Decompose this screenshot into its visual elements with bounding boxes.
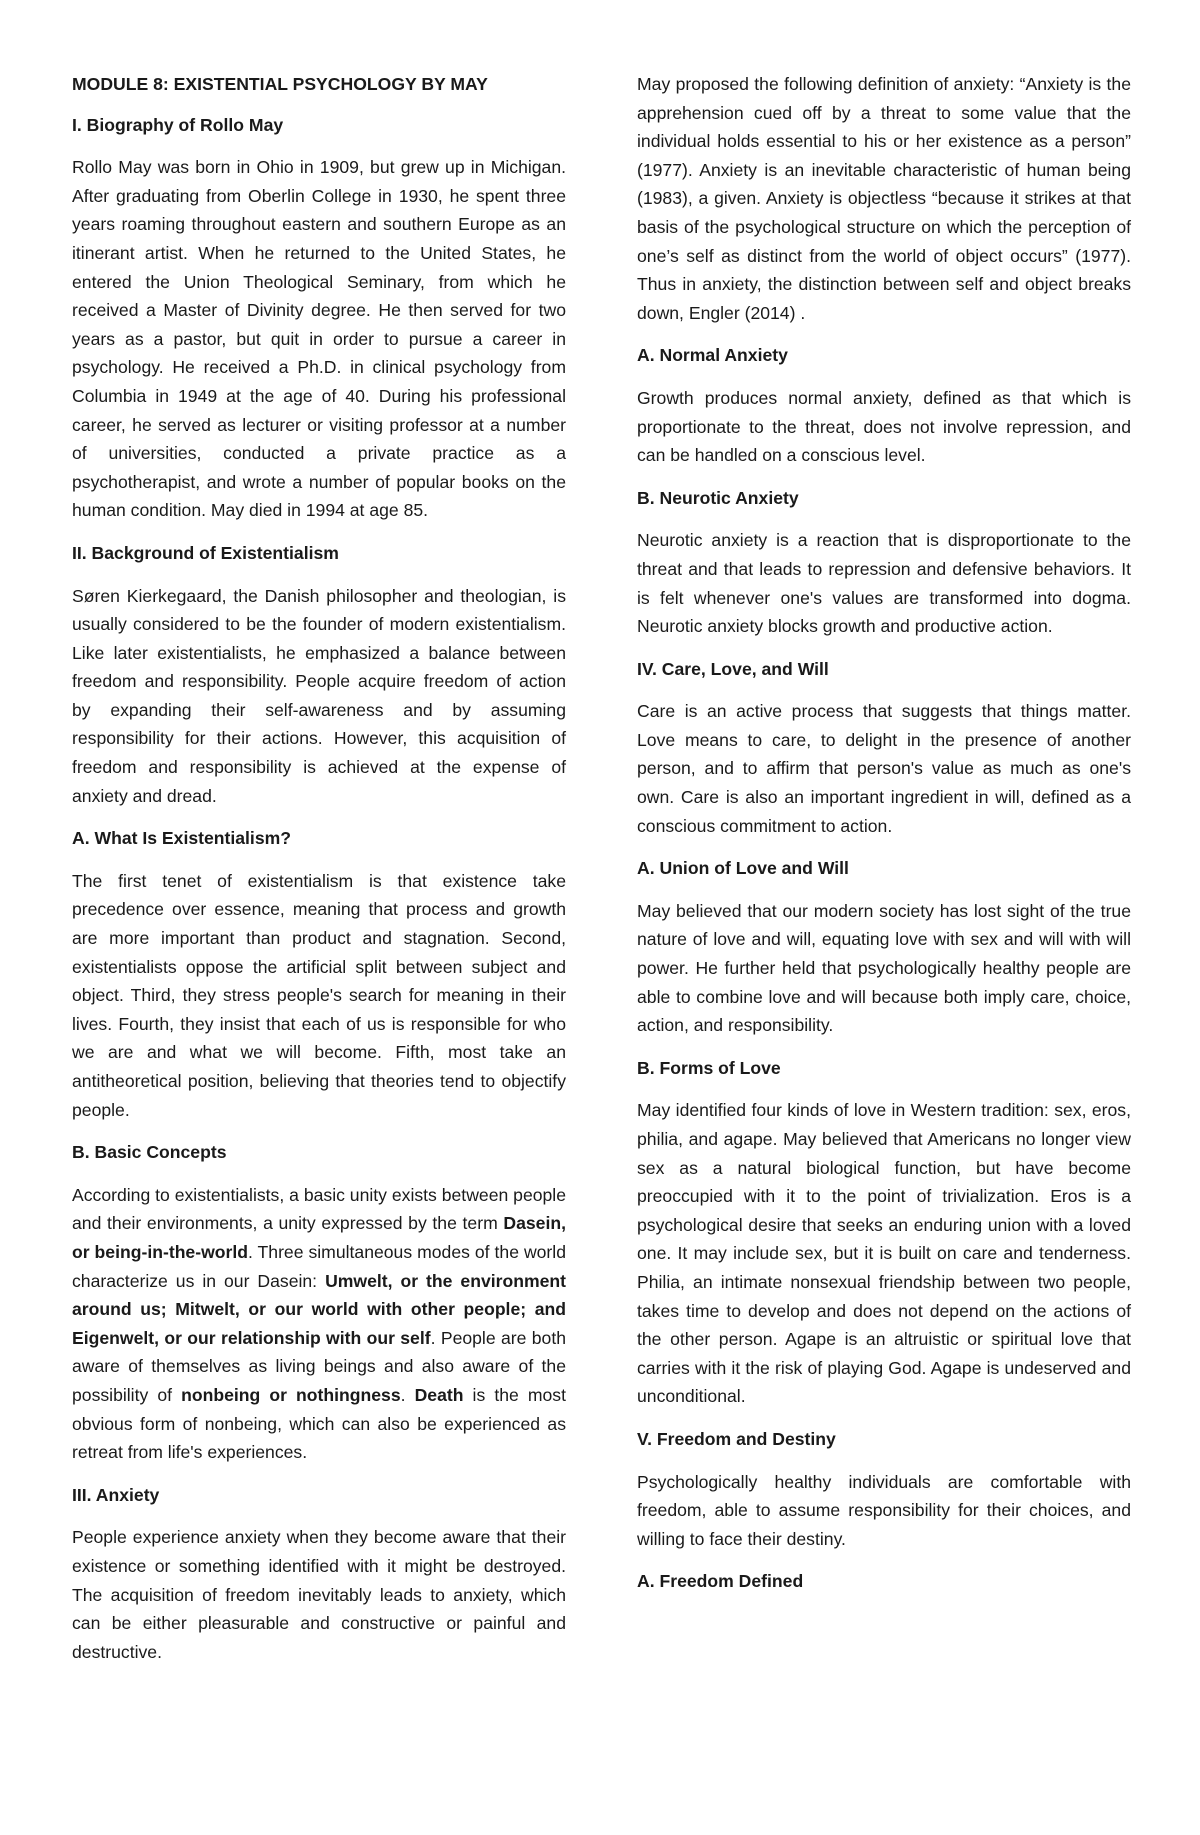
biography-heading: I. Biography of Rollo May [72,114,284,135]
freedom-destiny-paragraph: Psychologically healthy individuals are comfortable with freedom, able to assume responsibility for their choices, and willing to face their destiny. [637,1471,1131,1549]
basic-concepts-heading: B. Basic Concepts [72,1142,227,1163]
what-is-existentialism-heading: A. What Is Existentialism? [72,828,291,849]
what-is-existentialism-paragraph: The first tenet of existentialism is that existence take precedence over essence, meaning that process and growth are more important than product and stagnation. Second, existentialists oppose the artificial split between subject and object. Third, they stress people's search for meaning in their lives. Fourth, they insist that each of us is responsible for who we are and what we will become. Fifth, most take an antitheoretical position, believing that theories tend to objectify people. [72,870,566,1120]
freedom-defined-heading: A. Freedom Defined [637,1571,804,1592]
care-love-will-paragraph: Care is an active process that suggests that things matter. Love means to care, to delight in the presence of another person, and to affirm that person's value as much as one's own. Care is also an important ingredient in will, defined as a conscious commitment to action. [637,701,1131,836]
dasein-term: Dasein, or being-in-the-world [72,1213,566,1262]
freedom-destiny-heading: V. Freedom and Destiny [637,1428,836,1449]
nonbeing-term: nonbeing or nothingness [181,1384,401,1405]
anxiety-definition-paragraph: May proposed the following definition of anxiety: “Anxiety is the apprehension cued off by a threat to some value that the individual holds essential to his or her existence as a person” (1977). Anxiety is an inevitable characteristic of human being (1983), a given. Anxiety is objectless “because it strikes at that basis of the psychological structure on which the perception of one’s self as distinct from the world of object occurs” (1977). Thus in anxiety, the distinction between self and object breaks down, Engler (2014) . [637,74,1131,323]
neurotic-anxiety-paragraph: Neurotic anxiety is a reaction that is disproportionate to the threat and that leads to repression and defensive behaviors. It is felt whenever one's values are transformed into dogma. Neurotic anxiety blocks growth and productive action. [637,530,1131,637]
basic-text-1: According to existentialists, a basic unity exists between people and their environments, a unity expressed by the term [72,1184,566,1234]
basic-text-5: is the most obvious form of nonbeing, which can also be experienced as retreat from life's experiences. [72,1384,566,1463]
biography-paragraph: Rollo May was born in Ohio in 1909, but grew up in Michigan. After graduating from Oberlin College in 1930, he spent three years roaming throughout eastern and southern Europe as an itinerant artist. When he returned to the United States, he entered the Union Theological Seminary, from which he received a Master of Divinity degree. He then served for two years as a pastor, but quit in order to pursue a career in psychology. He received a Ph.D. in clinical psychology from Columbia in 1949 at the age of 40. During his professional career, he served as lecturer or visiting professor at a number of universities, conducted a private practice as a psychotherapist, and wrote a number of popular books on the human condition. May died in 1994 at age 85. [72,157,566,521]
death-term: Death [414,1384,464,1405]
neurotic-anxiety-heading: B. Neurotic Anxiety [637,487,799,508]
background-heading: II. Background of Existentialism [72,542,339,563]
union-love-will-heading: A. Union of Love and Will [637,858,849,879]
forms-of-love-heading: B. Forms of Love [637,1057,781,1078]
world-modes-terms: Umwelt, or the environment around us; Mitwelt, or our world with other people; and Eigenwelt, or our relationship with our self [72,1270,566,1348]
anxiety-paragraph: People experience anxiety when they become aware that their existence or something identified with it might be destroyed. The acquisition of freedom inevitably leads to anxiety, which can be either pleasurable and constructive or painful and destructive. [72,1527,566,1662]
left-column [72,70,566,1680]
module-title: MODULE 8: EXISTENTIAL PSYCHOLOGY BY MAY [72,74,488,94]
anxiety-heading: III. Anxiety [72,1484,160,1505]
union-love-will-paragraph: May believed that our modern society has lost sight of the true nature of love and will, equating love with sex and will with will power. He further held that psychologically healthy people are able to combine love and will because both imply care, choice, action, and responsibility. [637,900,1131,1036]
background-paragraph: Søren Kierkegaard, the Danish philosopher and theologian, is usually considered to be the founder of modern existentialism. Like later existentialists, he emphasized a balance between freedom and responsibility. People acquire freedom of action by expanding their self-awareness and by assuming responsibility for their actions. However, this acquisition of freedom and responsibility is achieved at the expense of anxiety and dread. [72,585,566,806]
forms-of-love-paragraph: May identified four kinds of love in Western tradition: sex, eros, philia, and agape. May believed that Americans no longer view sex as a natural biological function, but have become preoccupied with it to the point of trivialization. Eros is a psychological desire that seeks an enduring union with a loved one. It may include sex, but it is built on care and tenderness. Philia, an intimate nonsexual friendship between two people, takes time to develop and does not depend on the actions of the other person. Agape is an altruistic or spiritual love that carries with it the risk of playing God. Agape is undeserved and unconditional. [637,1100,1131,1407]
normal-anxiety-heading: A. Normal Anxiety [637,345,788,366]
basic-text-4: . [400,1384,415,1405]
basic-concepts-paragraph [72,1181,566,1467]
right-column [637,70,1131,1610]
basic-text-3: . People are both aware of themselves as living beings and also aware of the possibility of [72,1327,566,1405]
care-love-will-heading: IV. Care, Love, and Will [637,658,829,679]
basic-text-2: . Three simultaneous modes of the world characterize us in our Dasein: [72,1241,566,1291]
normal-anxiety-paragraph: Growth produces normal anxiety, defined as that which is proportionate to the threat, does not involve repression, and can be handled on a conscious level. [637,387,1131,466]
